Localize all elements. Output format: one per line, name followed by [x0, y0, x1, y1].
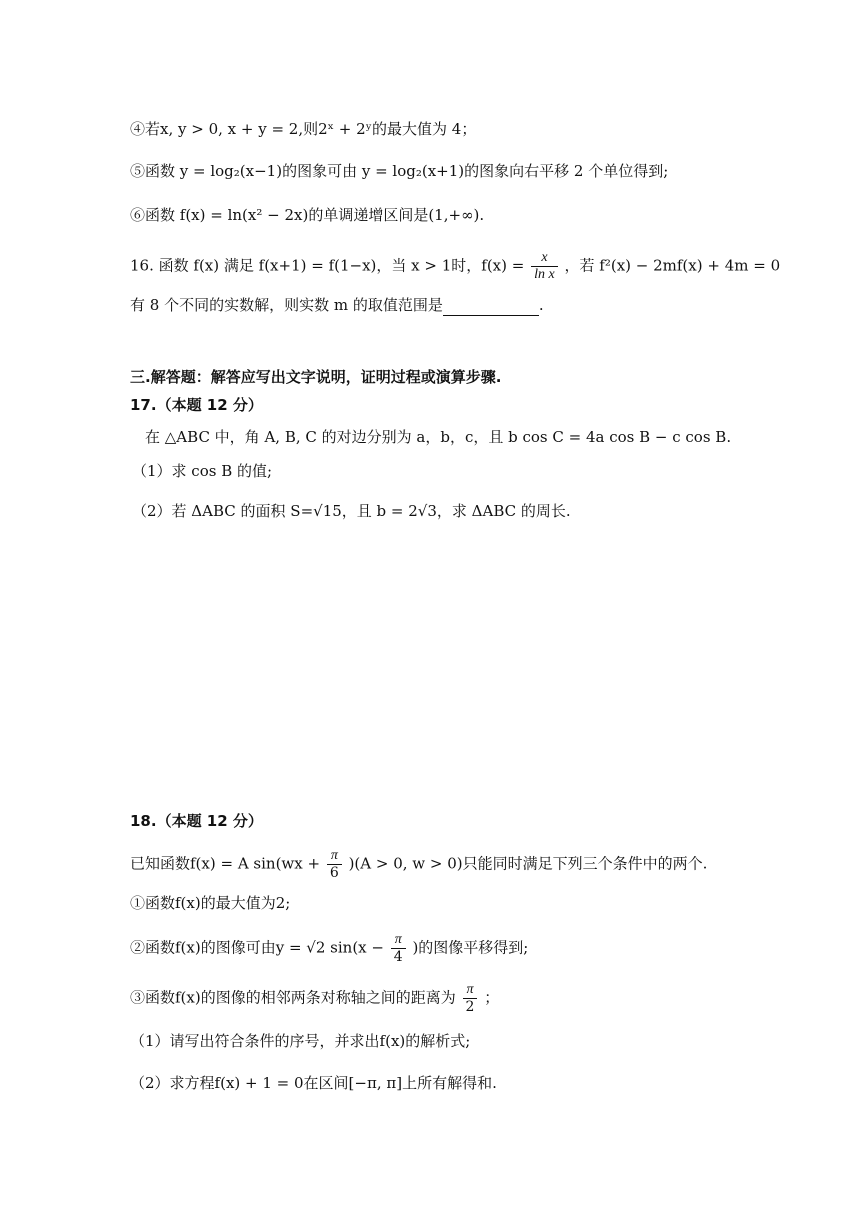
q16-fraction [531, 250, 558, 283]
cond3-fraction [463, 982, 478, 1015]
q16-frac-num: x [531, 250, 558, 267]
q18-stem-frac-den: 6 [329, 865, 339, 881]
question-16-line-2 [130, 294, 544, 316]
cond2-frac-den: 4 [393, 949, 403, 965]
q18-stem-a: 已知函数f(x) = A sin(wx + [130, 854, 321, 873]
q16-text-a: 16. 函数 f(x) 满足 f(x+1) = f(1−x)，当 x > 1时，f(x) = [130, 256, 525, 275]
question-17-part-1: （1）求 cos B 的值; [132, 462, 273, 480]
q18-stem-frac-num: π [327, 848, 342, 865]
question-17-stem: 在 △ABC 中，角 A, B, C 的对边分别为 a，b，c，且 b cos C = 4a cos B − c cos B. [145, 428, 732, 446]
condition-1: ①函数f(x)的最大值为2; [130, 894, 291, 912]
cond2-frac-num: π [391, 932, 406, 949]
question-18-part-1: （1）请写出符合条件的序号，并求出f(x)的解析式; [130, 1032, 471, 1050]
cond2-fraction [391, 932, 406, 965]
q16-line2-text: 有 8 个不同的实数解，则实数 m 的取值范围是 [130, 296, 443, 314]
cond2-text-b: )的图像平移得到; [412, 938, 529, 957]
statement-5: ⑤函数 y = log₂(x−1)的图象可由 y = log₂(x+1)的图象向右平移 2 个单位得到; [130, 162, 669, 180]
cond3-text-a: ③函数f(x)的图像的相邻两条对称轴之间的距离为 [130, 988, 456, 1007]
condition-3 [130, 982, 499, 1015]
question-18-heading: 18.（本题 12 分） [130, 812, 263, 830]
question-17-part-2: （2）若 ΔABC 的面积 S=√15，且 b = 2√3，求 ΔABC 的周长. [132, 502, 571, 520]
cond3-frac-den: 2 [465, 999, 475, 1015]
q16-text-b: ，若 f²(x) − 2mf(x) + 4m = 0 [564, 256, 781, 275]
cond2-text-a: ②函数f(x)的图像可由y = √2 sin(x − [130, 938, 384, 957]
question-16-line-1 [130, 250, 780, 283]
q18-stem-fraction [327, 848, 342, 881]
q16-frac-den: ln x [534, 267, 555, 282]
condition-2 [130, 932, 528, 965]
q16-line2-end: . [538, 296, 544, 314]
statement-6: ⑥函数 f(x) = ln(x² − 2x)的单调递增区间是(1,+∞). [130, 206, 485, 224]
cond3-frac-num: π [463, 982, 478, 999]
answer-blank[interactable] [443, 300, 539, 316]
q18-stem-b: )(A > 0, w > 0)只能同时满足下列三个条件中的两个. [348, 854, 708, 873]
section-3-heading: 三.解答题：解答应写出文字说明，证明过程或演算步骤. [130, 368, 502, 386]
statement-4: ④若x, y > 0, x + y = 2,则2ˣ + 2ʸ的最大值为 4； [130, 120, 477, 138]
question-18-stem [130, 848, 707, 881]
question-18-part-2: （2）求方程f(x) + 1 = 0在区间[−π, π]上所有解得和. [130, 1074, 497, 1092]
cond3-text-b: ； [484, 988, 500, 1007]
question-17-heading: 17.（本题 12 分） [130, 396, 263, 414]
